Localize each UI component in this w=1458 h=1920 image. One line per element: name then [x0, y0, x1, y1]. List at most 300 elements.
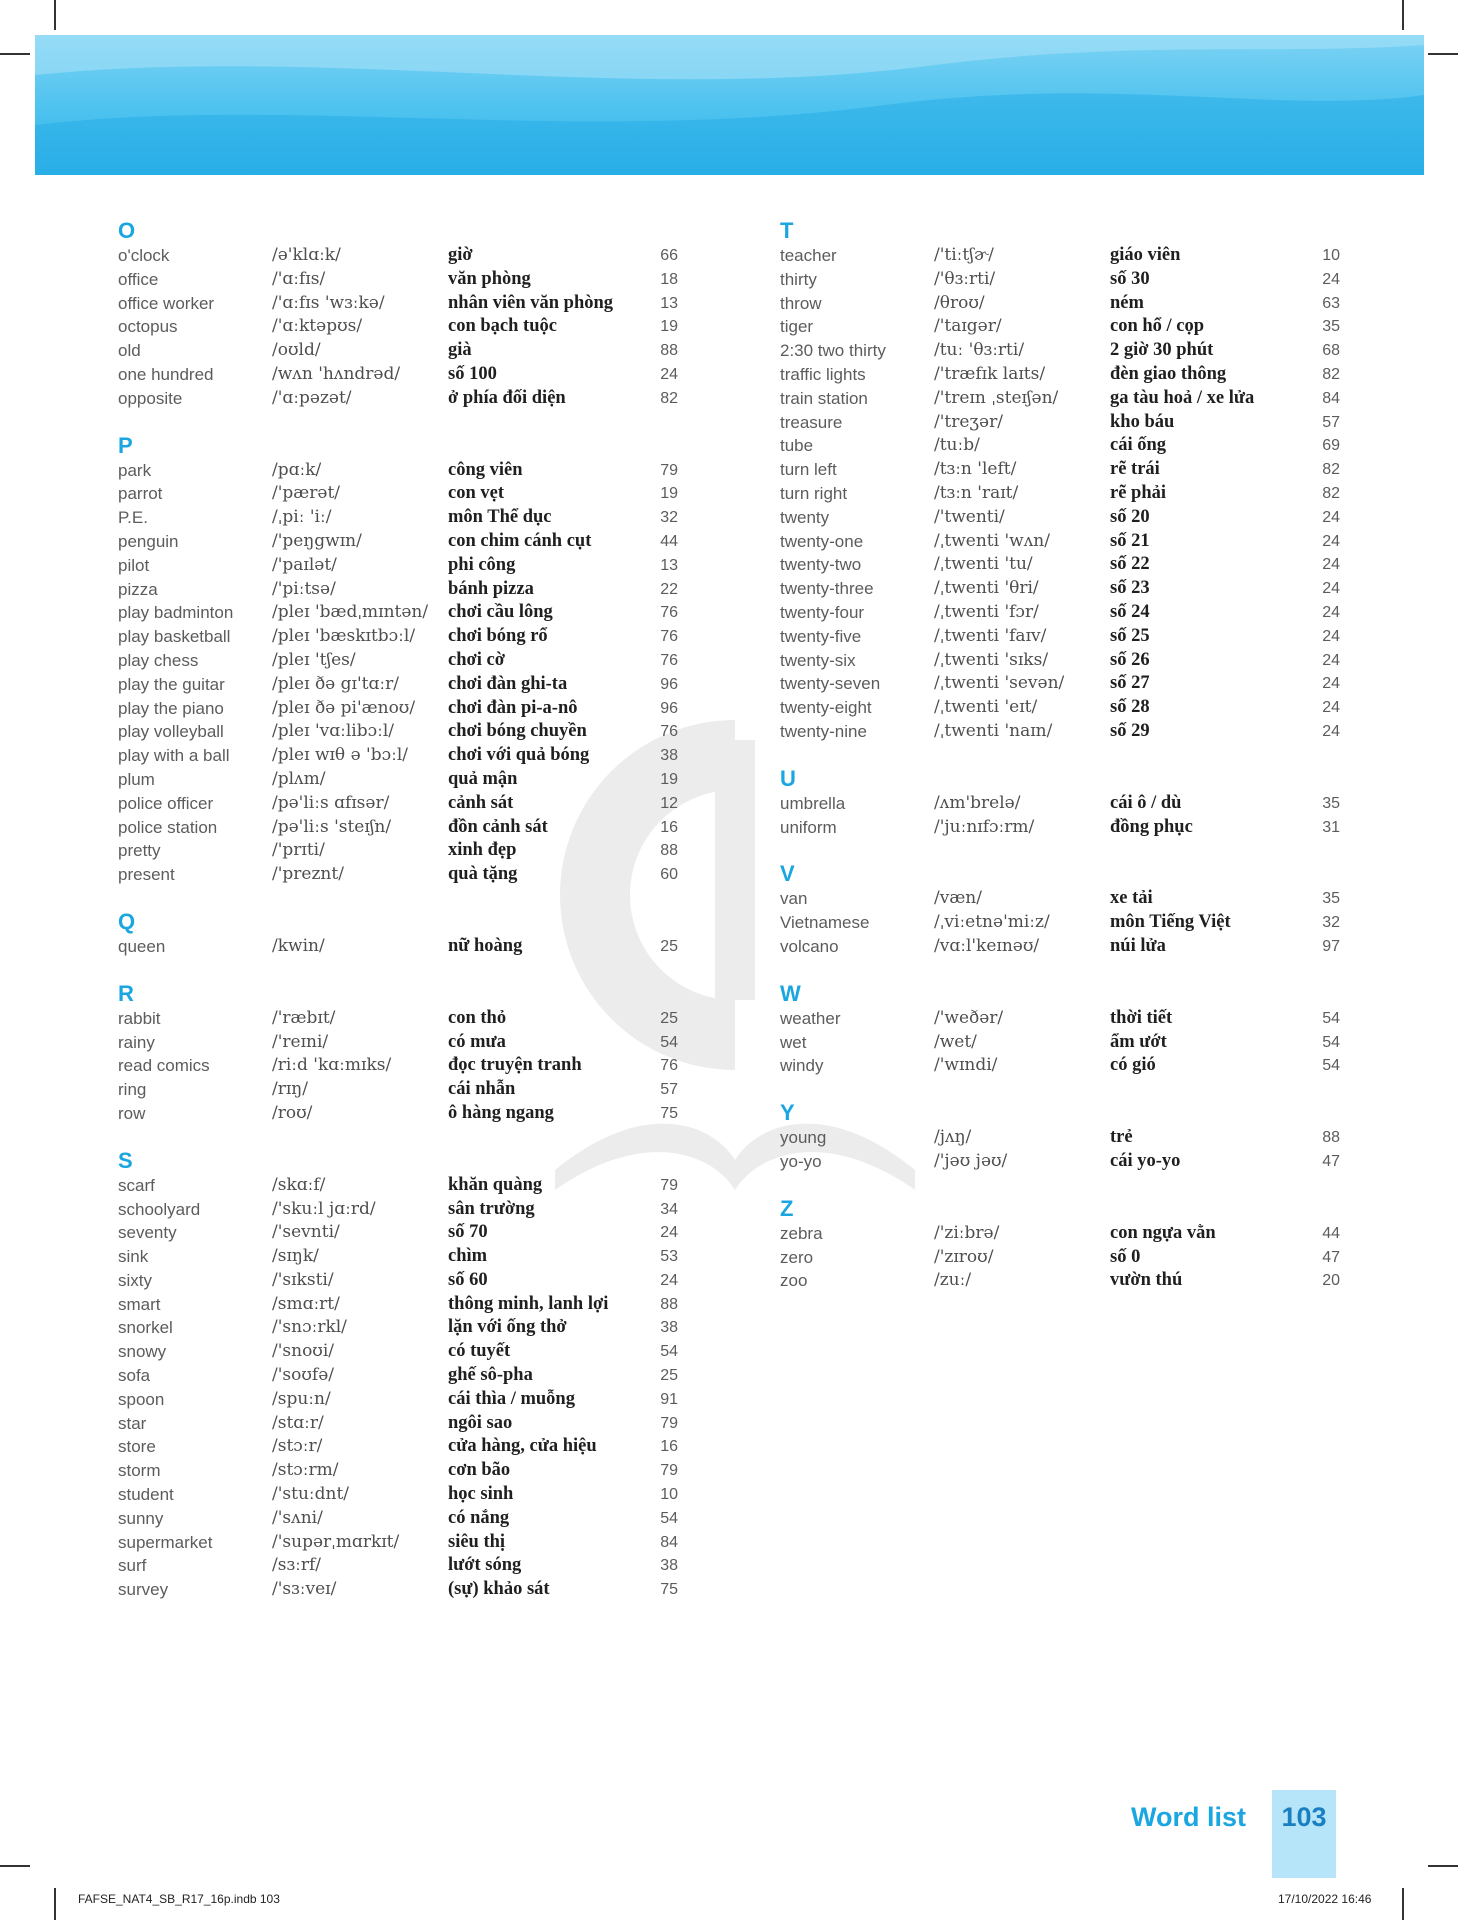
entry-page: 75 [660, 1581, 678, 1599]
entry-phonetic: /tɜːn 'raɪt/ [934, 482, 1019, 503]
section-letter-heading: Y [780, 1100, 795, 1126]
entry-meaning: núi lửa [1110, 935, 1166, 956]
entry-phonetic: /'zɪroʊ/ [934, 1246, 994, 1267]
word-entry-row [118, 768, 678, 792]
entry-meaning: ghế sô-pha [448, 1365, 533, 1386]
entry-phonetic: /'paɪlət/ [272, 554, 337, 575]
crop-mark [1402, 0, 1404, 30]
word-entry-row [118, 1340, 678, 1364]
entry-page: 10 [1322, 247, 1340, 264]
entry-meaning: nữ hoàng [448, 935, 523, 956]
entry-word: scarf [118, 1175, 155, 1195]
entry-phonetic: /ˌtwenti 'sɪks/ [934, 649, 1049, 670]
entry-meaning: số 30 [1110, 268, 1150, 289]
word-list-right-column [780, 218, 1340, 1315]
entry-page: 82 [1322, 365, 1340, 383]
entry-meaning: cửa hàng, cửa hiệu [448, 1436, 597, 1457]
entry-word: turn left [780, 460, 837, 480]
word-entry-row [118, 720, 678, 744]
entry-word: turn right [780, 483, 848, 503]
entry-word: rabbit [118, 1008, 161, 1028]
entry-page: 25 [660, 937, 678, 955]
word-entry-row [118, 1364, 678, 1388]
entry-phonetic: /stɑːr/ [272, 1412, 324, 1433]
entry-word: tube [780, 436, 814, 456]
word-entry-row [780, 268, 1340, 292]
entry-page: 24 [1322, 603, 1340, 621]
word-entry-row [118, 1316, 678, 1340]
banner-wave-graphic [35, 35, 1424, 175]
entry-page: 84 [1322, 389, 1340, 407]
entry-meaning: ngôi sao [448, 1412, 513, 1433]
entry-word: play the piano [118, 698, 224, 718]
entry-page: 19 [660, 770, 678, 788]
word-entry-row [118, 697, 678, 721]
entry-word: yo-yo [780, 1151, 822, 1171]
entry-page: 88 [660, 342, 678, 360]
entry-word: twenty [780, 507, 830, 527]
entry-meaning: số 24 [1110, 601, 1150, 622]
word-entry-row [118, 1078, 678, 1102]
crop-mark [0, 1865, 30, 1867]
entry-page: 22 [660, 580, 678, 598]
crop-mark [54, 0, 56, 30]
word-entry-row [780, 387, 1340, 411]
word-entry-row [118, 1459, 678, 1483]
section-letter-heading: Q [118, 908, 136, 934]
entry-word: pretty [118, 841, 161, 861]
entry-meaning: chơi với quả bóng [448, 745, 590, 766]
word-entry-row [118, 1198, 678, 1222]
section-letter-heading: Z [780, 1195, 794, 1221]
entry-word: zero [780, 1247, 814, 1267]
entry-meaning: giáo viên [1110, 245, 1181, 265]
entry-phonetic: /θroʊ/ [934, 292, 985, 313]
entry-meaning: nhân viên văn phòng [448, 292, 614, 313]
entry-word: Vietnamese [780, 913, 870, 933]
entry-meaning: chìm [448, 1246, 488, 1267]
entry-word: train station [780, 388, 868, 408]
entry-phonetic: /ˌtwenti 'fɔr/ [934, 601, 1039, 622]
entry-meaning: con vẹt [448, 483, 504, 504]
word-entry-row [118, 1507, 678, 1531]
entry-meaning: môn Tiếng Việt [1110, 912, 1231, 933]
entry-phonetic: /pleɪ 'bæskɪtbɔːl/ [272, 626, 416, 647]
entry-phonetic: /ə'klɑːk/ [272, 245, 341, 265]
entry-meaning: cơn bão [448, 1460, 511, 1481]
entry-meaning: khăn quàng [448, 1174, 543, 1195]
entry-page: 54 [660, 1343, 678, 1361]
entry-page: 54 [1322, 1033, 1340, 1051]
word-entry-row [780, 530, 1340, 554]
entry-word: ring [118, 1080, 147, 1100]
print-file-name: FAFSE_NAT4_SB_R17_16p.indb 103 [78, 1892, 280, 1906]
entry-word: snorkel [118, 1318, 173, 1338]
entry-page: 69 [1322, 437, 1340, 455]
word-entry-row [118, 839, 678, 863]
entry-meaning: vườn thú [1110, 1270, 1183, 1291]
entry-meaning: số 20 [1110, 506, 1150, 527]
entry-page: 82 [1322, 484, 1340, 502]
entry-phonetic: /'weðər/ [934, 1007, 1004, 1028]
word-list-left-column [118, 218, 678, 1624]
word-entry-row [780, 792, 1340, 816]
entry-page: 88 [660, 842, 678, 860]
entry-phonetic: /wet/ [934, 1031, 977, 1052]
entry-page: 24 [1322, 508, 1340, 526]
entry-word: uniform [780, 817, 837, 837]
entry-phonetic: /tɜːn 'left/ [934, 459, 1017, 480]
entry-phonetic: /ˌviːetnə'miːz/ [934, 912, 1050, 933]
entry-page: 79 [660, 1414, 678, 1432]
word-entry-row [780, 1031, 1340, 1055]
word-entry-row [118, 1221, 678, 1245]
entry-page: 88 [1322, 1129, 1340, 1147]
word-entry-row [118, 1174, 678, 1198]
entry-page: 10 [660, 1486, 678, 1504]
entry-meaning: số 70 [448, 1222, 488, 1243]
entry-meaning: rẽ trái [1110, 459, 1160, 480]
entry-meaning: ga tàu hoả / xe lửa [1110, 387, 1255, 408]
word-entry-row [780, 1054, 1340, 1078]
entry-page: 24 [1322, 556, 1340, 574]
word-entry-row [118, 1293, 678, 1317]
entry-phonetic: /'skuːl jɑːrd/ [272, 1198, 376, 1219]
entry-page: 38 [660, 1319, 678, 1337]
entry-phonetic: /'snɔːrkl/ [272, 1317, 347, 1338]
word-entry-row [780, 601, 1340, 625]
word-entry-row [118, 792, 678, 816]
entry-word: schoolyard [118, 1199, 201, 1219]
entry-word: office worker [118, 293, 215, 313]
entry-page: 60 [660, 866, 678, 884]
entry-page: 57 [660, 1081, 678, 1099]
entry-page: 79 [660, 1462, 678, 1480]
word-entry-row [780, 625, 1340, 649]
entry-meaning: phi công [448, 554, 516, 575]
word-entry-row [118, 339, 678, 363]
word-entry-row [118, 1269, 678, 1293]
word-entry-row [118, 363, 678, 387]
entry-page: 44 [660, 532, 678, 550]
entry-meaning: cái nhẫn [448, 1079, 516, 1100]
entry-phonetic: /'sevnti/ [272, 1222, 340, 1243]
entry-phonetic: /'ziːbrə/ [934, 1222, 1000, 1243]
word-entry-row [118, 1102, 678, 1126]
entry-meaning: xinh đẹp [448, 840, 517, 861]
entry-word: read comics [118, 1056, 210, 1076]
crop-mark [1402, 1888, 1404, 1920]
entry-meaning: quả mận [448, 768, 518, 789]
entry-phonetic: /'ɑːfɪs 'wɜːkə/ [272, 292, 385, 313]
entry-page: 32 [660, 509, 678, 527]
entry-phonetic: /'tiːtʃɚ/ [934, 245, 994, 265]
crop-mark [0, 53, 30, 55]
entry-page: 91 [660, 1390, 678, 1408]
entry-phonetic: /skɑːf/ [272, 1174, 326, 1195]
word-entry-row [780, 1246, 1340, 1270]
entry-phonetic: /tuː 'θɜːrti/ [934, 340, 1025, 361]
entry-page: 16 [660, 818, 678, 836]
entry-phonetic: /'preznt/ [272, 864, 344, 885]
entry-page: 76 [660, 723, 678, 741]
entry-meaning: con thỏ [448, 1007, 507, 1028]
entry-page: 18 [660, 270, 678, 288]
entry-meaning: chơi bóng chuyền [448, 721, 587, 742]
section-letter-heading: V [780, 861, 795, 887]
entry-word: thirty [780, 269, 817, 289]
letter-section-q [118, 909, 678, 959]
entry-page: 47 [1322, 1152, 1340, 1170]
entry-word: sink [118, 1247, 149, 1267]
entry-meaning: số 27 [1110, 673, 1150, 694]
entry-phonetic: /'supərˌmɑrkɪt/ [272, 1531, 400, 1552]
word-entry-row [118, 1483, 678, 1507]
entry-page: 96 [660, 675, 678, 693]
entry-page: 44 [1322, 1224, 1340, 1242]
entry-phonetic: /roʊ/ [272, 1102, 313, 1123]
section-letter-heading: W [780, 980, 801, 1006]
entry-page: 57 [1322, 413, 1340, 431]
entry-meaning: thời tiết [1110, 1007, 1173, 1028]
entry-phonetic: /ˌtwenti 'tu/ [934, 554, 1033, 575]
entry-phonetic: /sɪŋk/ [272, 1246, 319, 1267]
word-entry-row [780, 363, 1340, 387]
page-number: 103 [1281, 1802, 1327, 1832]
entry-meaning: số 0 [1110, 1246, 1141, 1267]
entry-meaning: cái ô / dù [1110, 792, 1182, 813]
entry-phonetic: /jʌŋ/ [934, 1127, 972, 1148]
entry-word: parrot [118, 484, 163, 504]
entry-word: student [118, 1485, 174, 1505]
word-entry-row [118, 530, 678, 554]
entry-page: 24 [660, 1271, 678, 1289]
entry-page: 66 [660, 247, 678, 264]
entry-meaning: (sự) khảo sát [448, 1579, 550, 1600]
word-entry-row [780, 292, 1340, 316]
entry-phonetic: /oʊld/ [272, 340, 321, 361]
entry-page: 13 [660, 294, 678, 312]
entry-page: 19 [660, 318, 678, 336]
entry-phonetic: /plʌm/ [272, 768, 326, 789]
entry-phonetic: /smɑːrt/ [272, 1293, 340, 1314]
entry-page: 54 [660, 1509, 678, 1527]
entry-word: twenty-four [780, 602, 865, 622]
entry-meaning: số 23 [1110, 578, 1150, 599]
entry-phonetic: /tuːb/ [934, 435, 980, 456]
word-entry-row [118, 387, 678, 411]
entry-meaning: lặn với ống thở [448, 1317, 567, 1338]
entry-phonetic: /spuːn/ [272, 1388, 331, 1409]
letter-section-t [780, 218, 1340, 744]
entry-page: 79 [660, 1176, 678, 1194]
header-banner [35, 35, 1424, 175]
word-entry-row [118, 506, 678, 530]
word-entry-row [780, 553, 1340, 577]
entry-page: 76 [660, 1057, 678, 1075]
entry-word: play basketball [118, 627, 231, 647]
letter-section-z [780, 1196, 1340, 1293]
entry-page: 24 [1322, 651, 1340, 669]
entry-word: zebra [780, 1223, 823, 1243]
entry-word: rainy [118, 1032, 155, 1052]
entry-phonetic: /ˌtwenti 'faɪv/ [934, 625, 1047, 646]
entry-phonetic: /'prɪti/ [272, 840, 325, 861]
word-entry-row [780, 649, 1340, 673]
entry-meaning: số 100 [448, 363, 497, 384]
entry-word: play badminton [118, 603, 234, 623]
letter-section-u [780, 766, 1340, 840]
word-entry-row [118, 863, 678, 887]
entry-page: 82 [660, 389, 678, 407]
entry-meaning: con chim cánh cụt [448, 530, 592, 551]
entry-page: 24 [1322, 580, 1340, 598]
entry-meaning: cái ống [1110, 435, 1167, 456]
entry-word: twenty-three [780, 579, 874, 599]
entry-page: 76 [660, 651, 678, 669]
letter-section-r [118, 981, 678, 1126]
word-entry-row [118, 578, 678, 602]
entry-phonetic: /pɑːk/ [272, 459, 322, 480]
entry-meaning: văn phòng [448, 268, 531, 289]
entry-page: 38 [660, 747, 678, 765]
entry-page: 24 [1322, 270, 1340, 288]
entry-meaning: sân trường [448, 1198, 535, 1219]
entry-meaning: giờ [448, 245, 473, 265]
entry-phonetic: /'piːtsə/ [272, 578, 336, 599]
entry-phonetic: /'θɜːrti/ [934, 268, 996, 289]
entry-meaning: đèn giao thông [1110, 363, 1227, 384]
entry-meaning: số 25 [1110, 625, 1150, 646]
entry-word: P.E. [118, 508, 148, 528]
entry-meaning: chơi đàn pi-a-nô [448, 697, 578, 718]
entry-word: opposite [118, 388, 183, 408]
entry-phonetic: /ʌm'brelə/ [934, 792, 1021, 813]
entry-word: throw [780, 293, 822, 313]
entry-phonetic: /pə'liːs ɑfɪsər/ [272, 792, 390, 813]
entry-phonetic: /pə'liːs 'steɪʃn/ [272, 816, 392, 837]
entry-page: 96 [660, 699, 678, 717]
entry-page: 34 [660, 1200, 678, 1218]
entry-phonetic: /'wɪndi/ [934, 1055, 998, 1076]
entry-word: snowy [118, 1342, 167, 1362]
entry-meaning: thông minh, lanh lợi [448, 1293, 609, 1314]
entry-phonetic: /vɑːl'keɪnəʊ/ [934, 935, 1040, 956]
entry-word: twenty-five [780, 626, 862, 646]
entry-meaning: đọc truyện tranh [448, 1055, 582, 1076]
entry-word: pilot [118, 555, 150, 575]
entry-page: 24 [1322, 675, 1340, 693]
entry-meaning: đồn cảnh sát [448, 816, 548, 837]
entry-word: o'clock [118, 246, 170, 265]
entry-meaning: có mưa [448, 1031, 506, 1052]
word-entry-row [780, 1007, 1340, 1031]
entry-page: 24 [660, 365, 678, 383]
entry-page: 82 [1322, 461, 1340, 479]
entry-page: 19 [660, 485, 678, 503]
word-entry-row [118, 554, 678, 578]
word-entry-row [118, 601, 678, 625]
entry-phonetic: /'ɑːfɪs/ [272, 268, 326, 289]
entry-word: penguin [118, 531, 179, 551]
word-entry-row [118, 1531, 678, 1555]
word-entry-row [118, 1007, 678, 1031]
section-letter-heading: U [780, 765, 796, 791]
entry-meaning: ở phía đối diện [448, 387, 566, 408]
entry-page: 54 [1322, 1057, 1340, 1075]
entry-word: row [118, 1103, 146, 1123]
entry-phonetic: /'ɑːktəpʊs/ [272, 316, 363, 337]
entry-word: windy [780, 1056, 824, 1076]
entry-page: 25 [660, 1009, 678, 1027]
entry-word: seventy [118, 1223, 177, 1243]
entry-word: supermarket [118, 1532, 213, 1552]
entry-page: 32 [1322, 914, 1340, 932]
word-entry-row [118, 673, 678, 697]
entry-word: sixty [118, 1270, 152, 1290]
word-entry-row [780, 911, 1340, 935]
entry-word: young [780, 1128, 827, 1148]
entry-phonetic: /stɔːr/ [272, 1436, 323, 1457]
entry-phonetic: /'twenti/ [934, 506, 1005, 527]
entry-page: 25 [660, 1367, 678, 1385]
word-entry-row [780, 458, 1340, 482]
word-entry-row [118, 315, 678, 339]
print-timestamp: 17/10/2022 16:46 [1278, 1892, 1372, 1906]
entry-word: umbrella [780, 793, 846, 813]
entry-page: 47 [1322, 1248, 1340, 1266]
entry-word: twenty-six [780, 650, 856, 670]
entry-word: twenty-two [780, 555, 862, 575]
entry-word: twenty-eight [780, 698, 872, 718]
entry-page: 76 [660, 604, 678, 622]
entry-meaning: có gió [1110, 1055, 1156, 1076]
entry-meaning: chơi đàn ghi-ta [448, 673, 568, 694]
entry-word: store [118, 1437, 156, 1457]
word-entry-row [780, 1126, 1340, 1150]
entry-word: wet [780, 1032, 807, 1052]
entry-page: 76 [660, 628, 678, 646]
entry-meaning: quà tặng [448, 864, 518, 885]
entry-meaning: kho báu [1110, 411, 1175, 432]
entry-word: park [118, 460, 152, 480]
entry-page: 84 [660, 1533, 678, 1551]
letter-section-p [118, 433, 678, 887]
entry-phonetic: /zuː/ [934, 1270, 972, 1291]
entry-word: twenty-one [780, 531, 864, 551]
entry-phonetic: /wʌn 'hʌndrəd/ [272, 363, 401, 384]
footer-section-title: Word list [1130, 1802, 1246, 1832]
entry-word: smart [118, 1294, 161, 1314]
word-entry-row [118, 816, 678, 840]
entry-phonetic: /ˌtwenti 'eɪt/ [934, 697, 1038, 718]
entry-word: play chess [118, 650, 199, 670]
entry-phonetic: /'soʊfə/ [272, 1365, 334, 1386]
entry-phonetic: /'sɪksti/ [272, 1269, 334, 1290]
word-entry-row [780, 816, 1340, 840]
entry-phonetic: /kwin/ [272, 935, 325, 956]
entry-phonetic: /pleɪ ðə gɪ'tɑːr/ [272, 673, 399, 694]
entry-meaning: con bạch tuộc [448, 316, 557, 337]
entry-page: 75 [660, 1104, 678, 1122]
word-entry-row [118, 1554, 678, 1578]
entry-phonetic: /'pærət/ [272, 483, 341, 504]
entry-word: octopus [118, 317, 178, 337]
letter-section-v [780, 861, 1340, 958]
entry-meaning: có nắng [448, 1507, 510, 1528]
word-entry-row [780, 339, 1340, 363]
entry-phonetic: /'ræbɪt/ [272, 1007, 336, 1028]
